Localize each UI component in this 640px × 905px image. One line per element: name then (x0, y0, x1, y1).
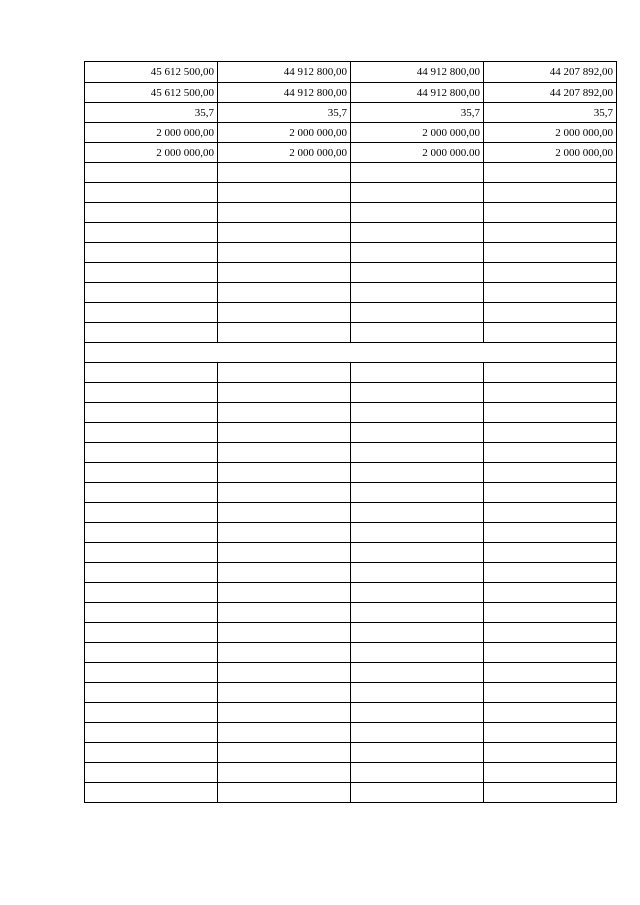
table-cell (351, 783, 484, 803)
table-cell: 2 000 000,00 (85, 123, 218, 143)
table-cell (85, 643, 218, 663)
table-row (85, 723, 617, 743)
table-cell (484, 423, 617, 443)
table-row (85, 683, 617, 703)
table-cell (218, 283, 351, 303)
table-cell-merged (85, 343, 617, 363)
table-row (85, 603, 617, 623)
table-cell (218, 163, 351, 183)
table-cell: 2 000 000,00 (484, 123, 617, 143)
table-cell (351, 463, 484, 483)
table-cell (351, 503, 484, 523)
table-cell (351, 223, 484, 243)
table-cell (218, 743, 351, 763)
table-cell (85, 783, 218, 803)
table-cell (85, 463, 218, 483)
table-cell (351, 543, 484, 563)
table-cell (85, 763, 218, 783)
table-cell (85, 403, 218, 423)
table-cell (218, 643, 351, 663)
table-cell: 2 000 000.00 (351, 143, 484, 163)
table-cell (85, 203, 218, 223)
table-row (85, 463, 617, 483)
table-cell (85, 163, 218, 183)
table-cell (484, 383, 617, 403)
table-cell (484, 483, 617, 503)
table-cell (218, 663, 351, 683)
table-row (85, 183, 617, 203)
table-cell (218, 563, 351, 583)
table-cell (85, 523, 218, 543)
table-cell (85, 363, 218, 383)
table-cell (351, 183, 484, 203)
table-cell (85, 703, 218, 723)
table-cell (484, 703, 617, 723)
table-cell (351, 423, 484, 443)
table-cell (218, 263, 351, 283)
table-cell (351, 563, 484, 583)
table-cell (351, 383, 484, 403)
table-row (85, 663, 617, 683)
table-cell (351, 583, 484, 603)
table-row (85, 163, 617, 183)
table-cell: 35,7 (85, 103, 218, 123)
table-row (85, 483, 617, 503)
table-cell (218, 603, 351, 623)
table-cell (85, 623, 218, 643)
table-cell (218, 503, 351, 523)
document-page (84, 61, 617, 803)
table-cell (85, 303, 218, 323)
table-cell: 44 912 800,00 (351, 83, 484, 103)
table-cell: 44 912 800,00 (218, 62, 351, 83)
table-cell (218, 623, 351, 643)
table-row (85, 223, 617, 243)
table-cell (351, 163, 484, 183)
table-cell (484, 683, 617, 703)
table-cell: 45 612 500,00 (85, 62, 218, 83)
table-cell (484, 363, 617, 383)
table-cell (85, 243, 218, 263)
table-cell (484, 263, 617, 283)
table-row (85, 123, 617, 143)
table-cell (85, 423, 218, 443)
table-cell (218, 763, 351, 783)
table-cell (85, 263, 218, 283)
table-cell (351, 763, 484, 783)
table-cell (85, 323, 218, 343)
table-row (85, 423, 617, 443)
table-cell (351, 283, 484, 303)
table-cell (484, 403, 617, 423)
table-cell (484, 463, 617, 483)
table-cell (218, 303, 351, 323)
table-cell (85, 663, 218, 683)
table-cell (351, 443, 484, 463)
table-cell (351, 743, 484, 763)
table-cell (218, 323, 351, 343)
table-row (85, 203, 617, 223)
table-cell (218, 683, 351, 703)
table-cell (218, 223, 351, 243)
table-row (85, 303, 617, 323)
table-row (85, 62, 617, 83)
table-cell (218, 403, 351, 423)
table-row (85, 583, 617, 603)
table-cell (85, 503, 218, 523)
table-cell: 2 000 000,00 (218, 123, 351, 143)
table-cell: 2 000 000,00 (218, 143, 351, 163)
table-cell (218, 423, 351, 443)
table-row (85, 783, 617, 803)
table-cell (218, 523, 351, 543)
table-cell (484, 763, 617, 783)
table-cell (351, 723, 484, 743)
table-cell (484, 743, 617, 763)
table-row (85, 343, 617, 363)
table-cell: 2 000 000,00 (484, 143, 617, 163)
table-cell (484, 203, 617, 223)
table-cell: 44 207 892,00 (484, 83, 617, 103)
table-cell (218, 363, 351, 383)
table-cell (218, 543, 351, 563)
table-cell (484, 243, 617, 263)
table-cell (85, 443, 218, 463)
table-row (85, 363, 617, 383)
table-row (85, 543, 617, 563)
table-cell (218, 443, 351, 463)
table-row (85, 383, 617, 403)
table-cell (484, 163, 617, 183)
table-cell (484, 643, 617, 663)
table-cell (484, 783, 617, 803)
table-cell (484, 603, 617, 623)
table-cell (351, 643, 484, 663)
table-row (85, 243, 617, 263)
table-row (85, 283, 617, 303)
table-cell: 35,7 (484, 103, 617, 123)
table-cell (85, 743, 218, 763)
table-row (85, 563, 617, 583)
table-cell (218, 183, 351, 203)
table-cell (351, 403, 484, 423)
table-cell (351, 243, 484, 263)
table-cell: 44 207 892,00 (484, 62, 617, 83)
table-cell (85, 543, 218, 563)
table-cell (85, 563, 218, 583)
table-cell (484, 623, 617, 643)
table-cell (85, 723, 218, 743)
table-cell (218, 463, 351, 483)
table-cell (85, 683, 218, 703)
budget-table (84, 61, 617, 803)
table-cell (85, 603, 218, 623)
table-cell (85, 483, 218, 503)
table-cell (484, 303, 617, 323)
table-row (85, 743, 617, 763)
table-cell (351, 363, 484, 383)
table-cell: 35,7 (351, 103, 484, 123)
table-row (85, 323, 617, 343)
table-cell: 2 000 000,00 (85, 143, 218, 163)
table-row (85, 763, 617, 783)
table-cell (351, 523, 484, 543)
table-row (85, 403, 617, 423)
table-cell (484, 443, 617, 463)
table-cell (351, 663, 484, 683)
table-cell (85, 283, 218, 303)
table-cell: 35,7 (218, 103, 351, 123)
table-cell (218, 583, 351, 603)
table-cell (484, 663, 617, 683)
table-cell (484, 723, 617, 743)
table-cell (484, 503, 617, 523)
budget-table-body (85, 62, 617, 803)
table-cell (85, 383, 218, 403)
table-cell (218, 383, 351, 403)
table-cell (484, 563, 617, 583)
table-cell (351, 303, 484, 323)
table-cell (351, 623, 484, 643)
table-cell (484, 543, 617, 563)
table-row (85, 523, 617, 543)
table-cell: 44 912 800,00 (218, 83, 351, 103)
table-cell (484, 323, 617, 343)
table-cell (351, 263, 484, 283)
table-row (85, 623, 617, 643)
table-row (85, 143, 617, 163)
table-cell (484, 283, 617, 303)
table-cell (85, 183, 218, 203)
table-row (85, 443, 617, 463)
table-row (85, 263, 617, 283)
table-cell (218, 783, 351, 803)
table-cell (351, 703, 484, 723)
table-cell (351, 323, 484, 343)
table-cell: 44 912 800,00 (351, 62, 484, 83)
table-cell (218, 723, 351, 743)
table-cell (351, 203, 484, 223)
table-cell (218, 243, 351, 263)
table-cell (484, 523, 617, 543)
table-cell: 45 612 500,00 (85, 83, 218, 103)
table-row (85, 103, 617, 123)
table-row (85, 703, 617, 723)
table-cell (484, 223, 617, 243)
table-row (85, 503, 617, 523)
table-row (85, 83, 617, 103)
table-cell (484, 583, 617, 603)
table-cell (218, 203, 351, 223)
table-cell (484, 183, 617, 203)
table-cell (85, 223, 218, 243)
table-cell (218, 703, 351, 723)
table-cell (351, 603, 484, 623)
table-cell (351, 683, 484, 703)
table-cell (218, 483, 351, 503)
table-row (85, 643, 617, 663)
table-cell (351, 483, 484, 503)
table-cell: 2 000 000,00 (351, 123, 484, 143)
table-cell (85, 583, 218, 603)
